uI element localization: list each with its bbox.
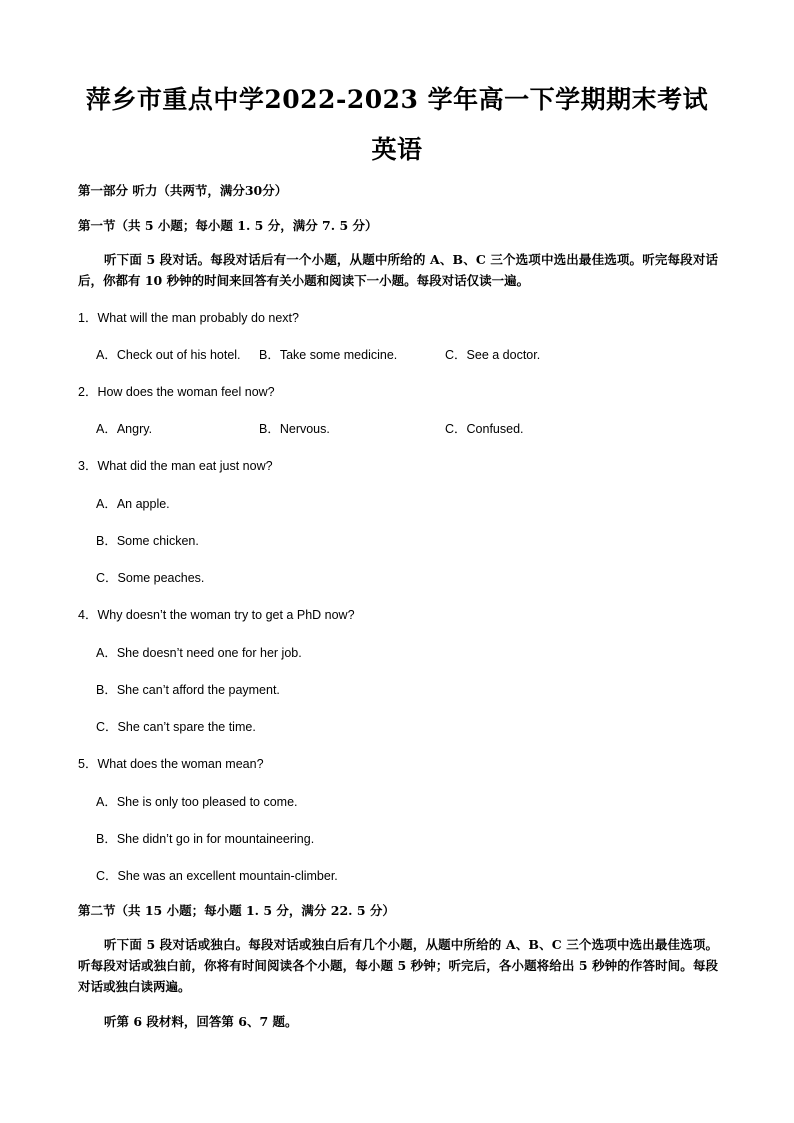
section2-instructions: 听下面 5 段对话或独白。每段对话或独白后有几个小题，从题中所给的 A、B、C 三个选项中选出最佳选项。听每段对话或独白前，你将有时间阅读各个小题，每小题 5 秒钟；听完后，各小题将给出 5 秒钟的作答时间。每段对话或独白读两遍。 [78, 937, 718, 994]
option-b: B．Some chicken. [96, 534, 199, 548]
option-b: B．She didn’t go in for mountaineering. [96, 832, 315, 846]
option-a: A．An apple. [96, 497, 170, 511]
question-stem: 5．What does the woman mean? [78, 757, 264, 771]
part1-heading: 第一部分 听力（共两节，满分30分） [78, 183, 288, 198]
option-a: A．She is only too pleased to come. [96, 795, 298, 809]
question-stem: 2．How does the woman feel now? [78, 385, 275, 399]
option-b: B．She can’t afford the payment. [96, 683, 280, 697]
option-c: C．Some peaches. [96, 571, 205, 585]
option-c: C．She was an excellent mountain-climber. [96, 869, 338, 883]
exam-title: 萍乡市重点中学2022-2023 学年高一下学期期末考试 [85, 85, 709, 114]
option-a: A．Check out of his hotel. [96, 348, 241, 362]
question-stem: 4．Why doesn’t the woman try to get a PhD now? [78, 608, 355, 622]
material6-instruction: 听第 6 段材料，回答第 6、7 题。 [104, 1014, 298, 1029]
option-b: B．Take some medicine. [259, 348, 398, 362]
subject-title: 英语 [371, 135, 423, 164]
section2-heading: 第二节（共 15 小题；每小题 1. 5 分，满分 22. 5 分） [78, 903, 395, 918]
option-b: B．Nervous. [259, 422, 330, 436]
option-c: C．Confused. [445, 422, 524, 436]
option-a: A．She doesn’t need one for her job. [96, 646, 302, 660]
option-c: C．She can’t spare the time. [96, 720, 256, 734]
section1-instructions: 听下面 5 段对话。每段对话后有一个小题，从题中所给的 A、B、C 三个选项中选出最佳选项。听完每段对话后，你都有 10 秒钟的时间来回答有关小题和阅读下一小题。每段对话仅读一遍。 [78, 252, 718, 288]
question-stem: 3．What did the man eat just now? [78, 459, 273, 473]
option-c: C．See a doctor. [445, 348, 541, 362]
question-stem: 1．What will the man probably do next? [78, 311, 299, 325]
section1-heading: 第一节（共 5 小题；每小题 1. 5 分，满分 7. 5 分） [78, 218, 378, 233]
option-a: A．Angry. [96, 422, 153, 436]
